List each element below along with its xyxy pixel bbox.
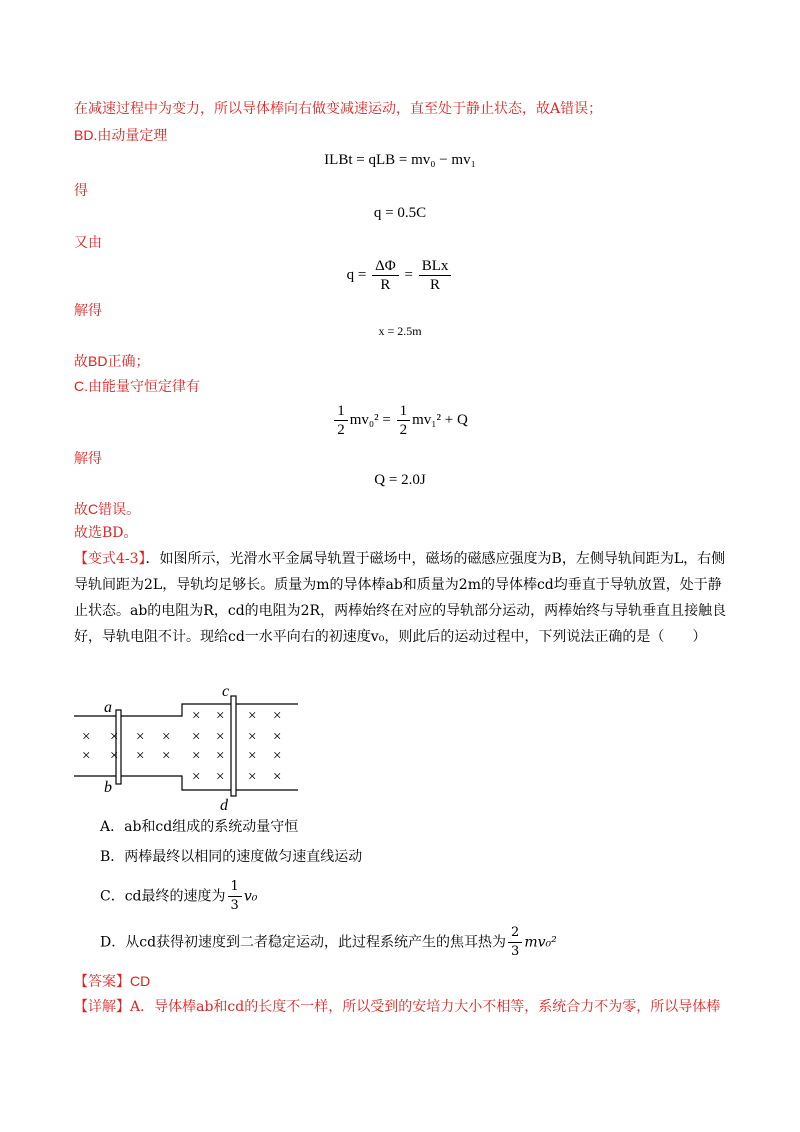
solution-line-1: 在减速过程中为变力，所以导体棒向右做变减速运动，直至处于静止状态，故A错误；: [74, 101, 603, 117]
label-c: c: [222, 686, 230, 700]
svg-text:×: ×: [248, 708, 257, 724]
detail: [74, 996, 720, 1018]
svg-text:×: ×: [273, 708, 282, 724]
option-d[interactable]: D．从cd获得初速度到二者稳定运动，此过程系统产生的焦耳热为 $\frac{2}{3}$ mv₀²: [100, 925, 557, 959]
svg-text:×: ×: [110, 729, 119, 745]
equation-charge: q = 0.5C: [373, 205, 427, 221]
option-c[interactable]: C．cd最终的速度为 $\frac{1}{3}$ v₀: [100, 879, 258, 913]
svg-text:×: ×: [110, 748, 119, 764]
svg-text:×: ×: [248, 769, 257, 785]
svg-text:×: ×: [192, 708, 201, 724]
svg-text:×: ×: [273, 748, 282, 764]
option-a[interactable]: A．ab和cd组成的系统动量守恒: [100, 819, 299, 835]
option-b[interactable]: B．两棒最终以相同的速度做匀速直线运动: [100, 849, 363, 865]
svg-text:×: ×: [82, 729, 91, 745]
solution-line-9: 故C错误。: [74, 501, 141, 517]
answer-tag: 【答案】: [74, 974, 130, 990]
problem-text: ．如图所示，光滑水平金属导轨置于磁场中，磁场的磁感应强度为B，左侧导轨间距为L，右侧导轨间距为2L，导轨均足够长。质量为m的导体棒ab和质量为2m的导体棒cd均垂直于导轨放置，处于静止状态。ab的电阻为R，cd的电阻为2R，两棒始终在对应的导轨部分运动，两棒始终与导轨垂直且接触良好，导轨电阻不计。现给cd一水平向右的初速度v₀，则此后的运动过程中，下列说法正确的是（ ）: [74, 551, 727, 645]
svg-text:×: ×: [136, 729, 145, 745]
equation-distance: x = 2.5m: [378, 324, 422, 338]
detail-tag: 【详解】: [74, 999, 130, 1015]
svg-text:×: ×: [216, 729, 225, 745]
svg-text:×: ×: [273, 729, 282, 745]
magnetic-field-crosses: [82, 708, 281, 785]
svg-text:×: ×: [162, 748, 171, 764]
solution-line-4: 又由: [74, 235, 102, 251]
solution-line-2: BD.由动量定理: [74, 127, 168, 143]
label-b: b: [104, 779, 112, 796]
label-d: d: [220, 797, 228, 814]
svg-text:×: ×: [162, 729, 171, 745]
solution-line-10: 故选BD。: [74, 525, 138, 541]
rod-ab: [116, 710, 121, 784]
svg-text:×: ×: [273, 769, 282, 785]
problem-tag: 【变式4-3】: [74, 551, 146, 567]
rod-cd: [231, 696, 236, 796]
svg-text:×: ×: [192, 748, 201, 764]
svg-text:×: ×: [192, 769, 201, 785]
solution-line-8: 解得: [74, 451, 102, 467]
svg-text:×: ×: [216, 748, 225, 764]
equation-heat: Q = 2.0J: [374, 472, 426, 488]
solution-line-3: 得: [74, 183, 88, 199]
solution-line-7: C.由能量守恒定律有: [74, 378, 200, 394]
svg-text:×: ×: [216, 769, 225, 785]
svg-text:×: ×: [216, 708, 225, 724]
svg-text:×: ×: [136, 748, 145, 764]
svg-text:×: ×: [248, 748, 257, 764]
answer-value: CD: [130, 973, 151, 989]
rails-figure: [70, 686, 310, 814]
equation-flux: q = $\frac{\Delta\Phi}{R}$ = $\frac{\text{BLx}}{R}$: [0, 257, 800, 294]
answer: [74, 970, 150, 993]
equation-momentum: ILBt = qLB = mv₀ − mv₁: [324, 152, 476, 168]
label-a: a: [104, 699, 112, 716]
problem-statement: [74, 546, 730, 650]
svg-text:×: ×: [248, 729, 257, 745]
svg-text:×: ×: [82, 748, 91, 764]
detail-text: A．导体棒ab和cd的长度不一样，所以受到的安培力大小不相等，系统合力不为零，所以导体棒: [130, 999, 721, 1015]
solution-line-5: 解得: [74, 303, 102, 319]
equation-energy: $\frac{1}{2}$ mv₀² = $\frac{1}{2}$ mv₁² + Q: [0, 402, 800, 439]
solution-line-6: 故BD正确；: [74, 353, 150, 369]
svg-text:×: ×: [192, 729, 201, 745]
